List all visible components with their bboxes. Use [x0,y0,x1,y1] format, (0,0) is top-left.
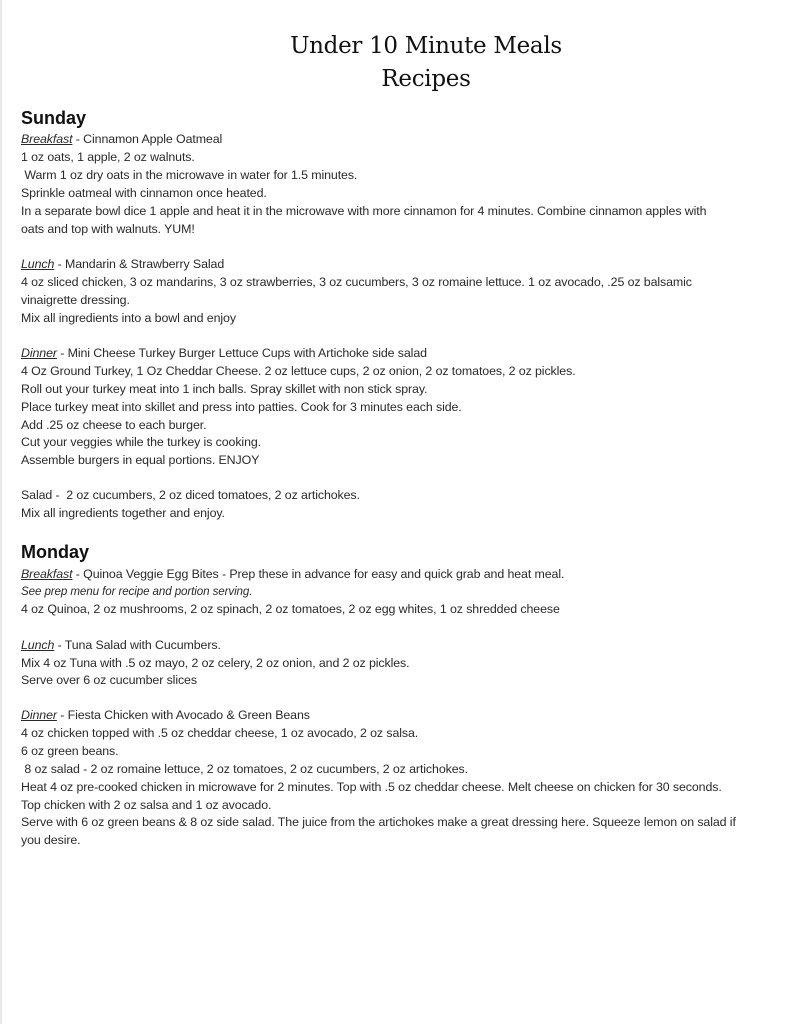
recipe-line: Serve over 6 oz cucumber slices [21,673,197,687]
meal-title: - Fiesta Chicken with Avocado & Green Beans [56,708,310,722]
recipe-line: Top chicken with 2 oz salsa and 1 oz avocado. [21,798,272,812]
recipe-line: Roll out your turkey meat into 1 inch balls. Spray skillet with non stick spray. [21,382,428,396]
document-title: Under 10 Minute Meals [290,33,562,59]
recipe-line: Heat 4 oz pre-cooked chicken in microwave for 2 minutes. Top with .5 oz cheddar cheese. Melt cheese on chicken for 30 seconds. [21,780,722,794]
meal-label: Dinner [21,346,57,360]
recipe-line: vinaigrette dressing. [21,293,130,307]
recipe-line: Sprinkle oatmeal with cinnamon once heated. [21,186,267,200]
recipe-line: Place turkey meat into skillet and press into patties. Cook for 3 minutes each side. [21,400,462,414]
prep-note: See prep menu for recipe and portion serving. [21,585,253,598]
recipe-line: 4 oz sliced chicken, 3 oz mandarins, 3 oz strawberries, 3 oz cucumbers, 3 oz romaine lettuce. 1 oz avocado, .25 oz balsamic [21,275,692,289]
document-subtitle: Recipes [381,66,471,92]
recipe-line: Cut your veggies while the turkey is cooking. [21,435,261,449]
meal-heading-sunday-breakfast [21,131,222,149]
recipe-line: Add .25 oz cheese to each burger. [21,418,207,432]
meal-label: Lunch [21,257,55,271]
recipe-line: Mix all ingredients into a bowl and enjoy [21,311,236,325]
recipe-line: 4 Oz Ground Turkey, 1 Oz Cheddar Cheese. 2 oz lettuce cups, 2 oz onion, 2 oz tomatoes, 2 oz pickles. [21,364,576,378]
recipe-line: Warm 1 oz dry oats in the microwave in water for 1.5 minutes. [21,168,358,182]
recipe-line: 1 oz oats, 1 apple, 2 oz walnuts. [21,150,195,164]
meal-heading-monday-breakfast [21,566,564,584]
meal-heading-monday-lunch [21,637,221,655]
recipe-line: In a separate bowl dice 1 apple and heat it in the microwave with more cinnamon for 4 minutes. Combine cinnamon apples with [21,204,707,218]
meal-label: Lunch [21,638,55,652]
recipe-line: Serve with 6 oz green beans & 8 oz side salad. The juice from the artichokes make a great dressing here. Squeeze lemon on salad if [21,815,736,829]
meal-title: - Mini Cheese Turkey Burger Lettuce Cups with Artichoke side salad [56,346,427,360]
recipe-line: 4 oz Quinoa, 2 oz mushrooms, 2 oz spinach, 2 oz tomatoes, 2 oz egg whites, 1 oz shredded cheese [21,602,560,616]
meal-label: Breakfast [21,567,73,581]
meal-heading-sunday-lunch [21,256,224,274]
meal-title: - Mandarin & Strawberry Salad [54,257,225,271]
meal-title: - Cinnamon Apple Oatmeal [72,132,223,146]
meal-label: Breakfast [21,132,73,146]
recipe-line: you desire. [21,833,81,847]
day-heading-monday: Monday [21,542,90,562]
recipe-line: 6 oz green beans. [21,744,119,758]
salad-line: Salad - 2 oz cucumbers, 2 oz diced tomatoes, 2 oz artichokes. [21,488,360,502]
recipe-line: 8 oz salad - 2 oz romaine lettuce, 2 oz tomatoes, 2 oz cucumbers, 2 oz artichokes. [21,762,468,776]
meal-title: - Quinoa Veggie Egg Bites - Prep these in advance for easy and quick grab and heat meal. [72,567,565,581]
recipe-line: Assemble burgers in equal portions. ENJOY [21,453,260,467]
meal-label: Dinner [21,708,57,722]
meal-heading-sunday-dinner [21,345,427,363]
meal-title: - Tuna Salad with Cucumbers. [54,638,221,652]
meal-heading-monday-dinner [21,707,310,725]
recipe-line: 4 oz chicken topped with .5 oz cheddar cheese, 1 oz avocado, 2 oz salsa. [21,726,419,740]
recipe-line: Mix 4 oz Tuna with .5 oz mayo, 2 oz celery, 2 oz onion, and 2 oz pickles. [21,656,410,670]
day-heading-sunday: Sunday [21,108,87,128]
salad-line: Mix all ingredients together and enjoy. [21,506,225,520]
page-edge [0,0,2,1024]
recipe-line: oats and top with walnuts. YUM! [21,222,195,236]
